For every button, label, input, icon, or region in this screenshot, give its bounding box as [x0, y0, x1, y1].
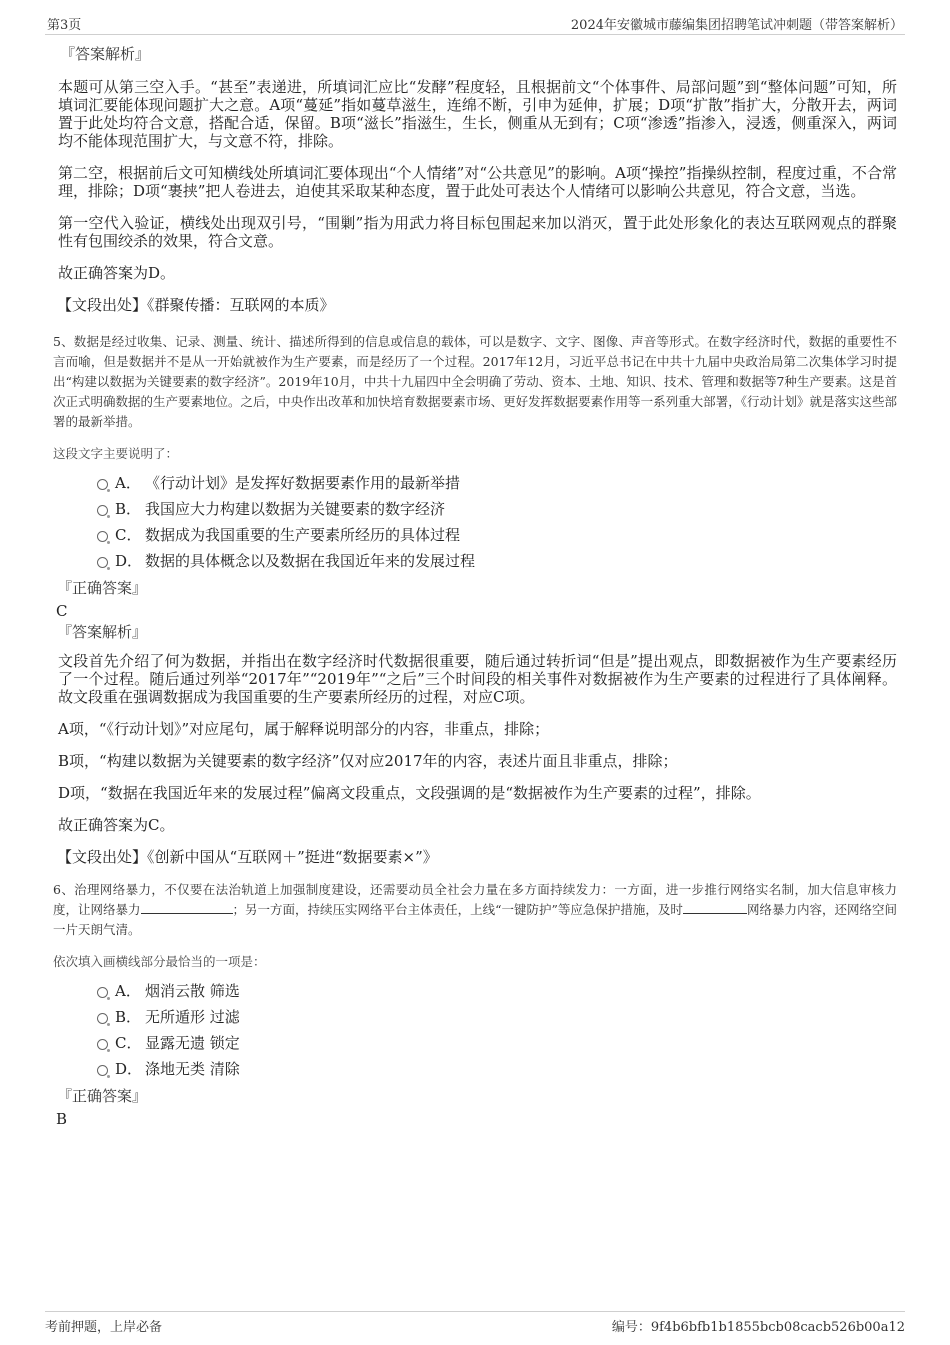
radio-icon[interactable]: [97, 557, 108, 568]
q5-analysis-para-1: 文段首先介绍了何为数据，并指出在数字经济时代数据很重要，随后通过转折词“但是”提出观点，即数据被作为生产要素经历了一个过程。随后通过列举“2017年”“2019年”“之后”三个时间段的相关事件对数据被作为生产要素的过程进行了具体阐释。故文段重在强调数据成为我国重要的生产要素所经历的过程，对应C项。: [58, 652, 897, 706]
q5-question-text: 5、数据是经过收集、记录、测量、统计、描述所得到的信息或信息的载体，可以是数字、文字、图像、声音等形式。在数字经济时代，数据的重要性不言而喻，但是数据并不是从一开始就被作为生产要素，而是经历了一个过程。2017年12月，习近平总书记在中共十九届中央政治局第二次集体学习时提出“构建以数据为关键要素的数字经济”。2019年10月，中共十九届四中全会明确了劳动、资本、土地、知识、技术、管理和数据等7种生产要素。这是首次正式明确数据的生产要素地位。之后，中央作出改革和加快培育数据要素市场、更好发挥数据要素作用等一系列重大部署，《行动计划》就是落实这些部署的最新举措。: [53, 334, 897, 429]
q5-option-a[interactable]: A． 《行动计划》是发挥好数据要素作用的最新举措: [57, 470, 897, 496]
q6-options: [57, 978, 897, 1082]
q5-option-b[interactable]: B． 我国应大力构建以数据为关键要素的数字经济: [57, 496, 897, 522]
document-title: 2024年安徽城市藤编集团招聘笔试冲刺题（带答案解析）: [570, 18, 903, 33]
q4-source: 【文段出处】《群聚传播：互联网的本质》: [57, 296, 335, 314]
q5-options: [57, 470, 897, 574]
q5-answer-conclusion: 故正确答案为C。: [58, 816, 175, 834]
q6-question-text: 6、治理网络暴力，不仅要在法治轨道上加强制度建设，还需要动员全社会力量在多方面持续发力：一方面，进一步推行网络实名制，加大信息审核力度，让网络暴力 ；另一方面，持续压实网络平台主体责任，上线“一键防护”等应急保护措施，及时 网络暴力内容，还网络空间一片天朗气清。: [53, 882, 897, 937]
radio-icon[interactable]: [97, 987, 108, 998]
q4-analysis-para-2: 第二空，根据前后文可知横线处所填词汇要体现出“个人情绪”对“公共意见”的影响。A项“操控”指操纵控制，程度过重，不合常理，排除；D项“裹挟”把人卷进去，迫使其采取某种态度，置于此处可表达个人情绪可以影响公共意见，符合文意，当选。: [58, 164, 897, 200]
radio-icon[interactable]: [97, 1013, 108, 1024]
q5-option-c[interactable]: C． 数据成为我国重要的生产要素所经历的具体过程: [57, 522, 897, 548]
radio-icon[interactable]: [97, 531, 108, 542]
q5-correct-answer: C: [56, 602, 68, 620]
q5-source: 【文段出处】《创新中国从“互联网＋”挺进“数据要素×”》: [57, 848, 438, 866]
q4-answer-conclusion: 故正确答案为D。: [58, 264, 176, 282]
q6-option-d[interactable]: D． 涤地无类 清除: [57, 1056, 897, 1082]
q6-answer-mark: 『正确答案』: [57, 1087, 148, 1105]
q6-correct-answer: B: [56, 1110, 68, 1128]
radio-icon[interactable]: [97, 1039, 108, 1050]
radio-icon[interactable]: [97, 505, 108, 516]
radio-icon[interactable]: [97, 1065, 108, 1076]
q5-prompt: 这段文字主要说明了：: [53, 446, 179, 461]
q5-answer-mark: 『正确答案』: [57, 579, 148, 597]
q4-analysis-mark: 『答案解析』: [60, 45, 151, 63]
q5-option-d[interactable]: D． 数据的具体概念以及数据在我国近年来的发展过程: [57, 548, 897, 574]
q6-prompt: 依次填入画横线部分最恰当的一项是：: [53, 954, 266, 969]
q5-analysis-para-3: B项，“构建以数据为关键要素的数字经济”仅对应2017年的内容，表述片面且非重点，排除；: [58, 752, 678, 770]
blank-2: [683, 901, 747, 914]
footer-slogan: 考前押题，上岸必备: [45, 1320, 163, 1335]
q4-analysis-para-1: 本题可从第三空入手。“甚至”表递进，所填词汇应比“发酵”程度轻，且根据前文“个体事件、局部问题”到“整体问题”可知，所填词汇要能体现问题扩大之意。A项“蔓延”指如蔓草滋生，连绵不断，引申为延伸，扩展；D项“扩散”指扩大，分散开去，两词置于此处均符合文意，搭配合适，保留。B项“滋长”指滋生，生长，侧重从无到有；C项“渗透”指渗入，浸透，侧重深入，两词均不能体现范围扩大，与文意不符，排除。: [58, 78, 897, 150]
page-footer: [45, 1311, 905, 1334]
q6-option-b[interactable]: B． 无所遁形 过滤: [57, 1004, 897, 1030]
q4-analysis-para-3: 第一空代入验证，横线处出现双引号，“围剿”指为用武力将目标包围起来加以消灭，置于此处形象化的表达互联网观点的群聚性有包围绞杀的效果，符合文意。: [58, 214, 897, 250]
page-header: [45, 12, 905, 35]
page-number: 第3页: [47, 18, 82, 33]
q6-option-a[interactable]: A． 烟消云散 筛选: [57, 978, 897, 1004]
document-id: 编号：9f4b6bfb1b1855bcb08cacb526b00a12: [611, 1320, 905, 1335]
content: [53, 44, 897, 1128]
blank-1: [141, 901, 233, 914]
q6-option-c[interactable]: C． 显露无遗 锁定: [57, 1030, 897, 1056]
q5-analysis-para-2: A项，“《行动计划》”对应尾句，属于解释说明部分的内容，非重点，排除；: [58, 720, 550, 738]
q5-analysis-para-4: D项，“数据在我国近年来的发展过程”偏离文段重点，文段强调的是“数据被作为生产要素的过程”，排除。: [58, 784, 761, 802]
radio-icon[interactable]: [97, 479, 108, 490]
q5-analysis-mark: 『答案解析』: [57, 623, 148, 641]
